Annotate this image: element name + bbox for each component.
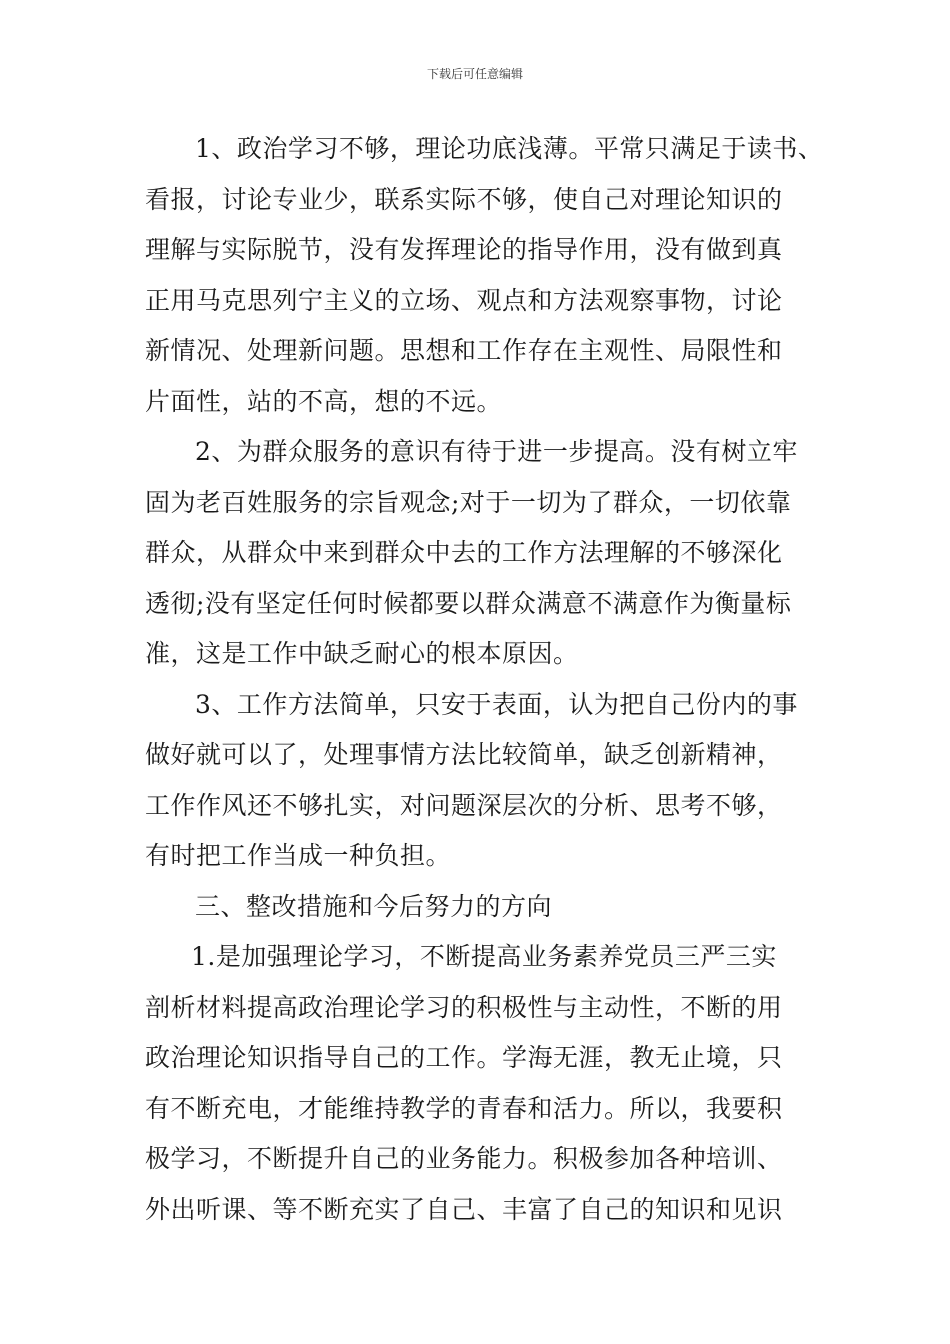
text-line: 有不断充电，才能维持教学的青春和活力。所以，我要积 [145, 1093, 783, 1123]
text-line: 固为老百姓服务的宗旨观念;对于一切为了群众，一切依靠 [145, 487, 792, 517]
document-body [145, 127, 824, 1238]
text-line: 1、政治学习不够，理论功底浅薄。平常只满足于读书、 [195, 134, 824, 163]
text-line: 政治理论知识指导自己的工作。学海无涯，教无止境，只 [145, 1043, 783, 1072]
text-line: 有时把工作当成一种负担。 [145, 841, 452, 870]
text-line: 工作作风还不够扎实，对问题深层次的分析、思考不够， [145, 790, 783, 820]
text-line: 新情况、处理新问题。思想和工作存在主观性、局限性和 [145, 336, 783, 365]
text-line: 剖析材料提高政治理论学习的积极性与主动性，不断的用 [145, 992, 783, 1022]
text-line: 看报，讨论专业少，联系实际不够，使自己对理论知识的 [145, 184, 783, 214]
text-line: 2、为群众服务的意识有待于进一步提高。没有树立牢 [195, 437, 798, 466]
text-line: 准，这是工作中缺乏耐心的根本原因。 [145, 639, 579, 668]
text-line: 1.是加强理论学习，不断提高业务素养党员三严三实 [191, 942, 777, 971]
text-line: 极学习，不断提升自己的业务能力。积极参加各种培训、 [145, 1144, 783, 1173]
text-line: 外出听课、等不断充实了自己、丰富了自己的知识和见识 [145, 1194, 783, 1224]
text-line: 做好就可以了，处理事情方法比较简单，缺乏创新精神， [145, 740, 783, 769]
text-line: 3、工作方法简单，只安于表面，认为把自己份内的事 [195, 689, 798, 719]
text-line: 群众，从群众中来到群众中去的工作方法理解的不够深化 [145, 538, 783, 567]
text-line: 透彻;没有坚定任何时候都要以群众满意不满意作为衡量标 [145, 588, 792, 618]
page-header: 下载后可任意编辑 [426, 67, 523, 81]
text-line: 理解与实际脱节，没有发挥理论的指导作用，没有做到真 [145, 235, 783, 264]
text-line: 片面性，站的不高，想的不远。 [145, 386, 503, 416]
section-heading: 三、整改措施和今后努力的方向 [195, 891, 553, 921]
text-line: 正用马克思列宁主义的立场、观点和方法观察事物，讨论 [145, 285, 783, 315]
